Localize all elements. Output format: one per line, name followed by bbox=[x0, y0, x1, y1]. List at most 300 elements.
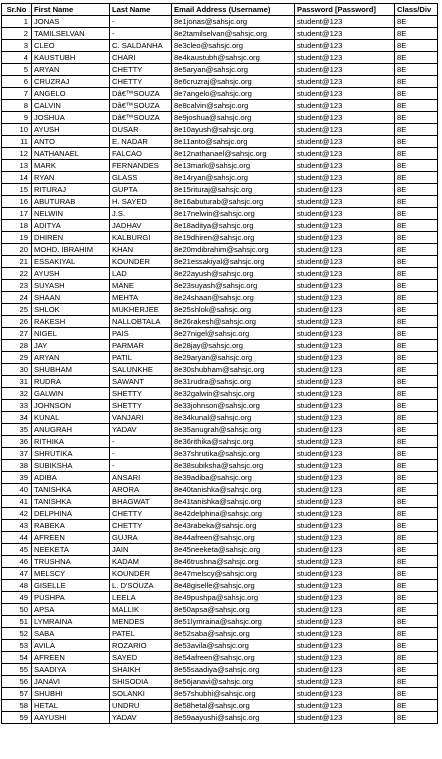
password-cell: student@123 bbox=[295, 688, 395, 700]
first-name-cell: CLEO bbox=[32, 40, 110, 52]
sr-no-cell: 22 bbox=[2, 268, 32, 280]
last-name-cell: ANSARI bbox=[110, 472, 172, 484]
first-name-cell: MELSCY bbox=[32, 568, 110, 580]
table-row bbox=[2, 508, 438, 520]
email-cell: 8e10ayush@sahsjc.org bbox=[172, 124, 295, 136]
password-cell: student@123 bbox=[295, 136, 395, 148]
class-div-cell: 8E bbox=[395, 64, 438, 76]
sr-no-cell: 57 bbox=[2, 688, 32, 700]
sr-no-cell: 8 bbox=[2, 100, 32, 112]
last-name-cell: ARORA bbox=[110, 484, 172, 496]
email-cell: 8e26rakesh@sahsjc.org bbox=[172, 316, 295, 328]
sr-no-cell: 1 bbox=[2, 16, 32, 28]
password-cell: student@123 bbox=[295, 76, 395, 88]
class-div-cell: 8E bbox=[395, 700, 438, 712]
sr-no-cell: 55 bbox=[2, 664, 32, 676]
last-name-cell: - bbox=[110, 448, 172, 460]
email-cell: 8e42delphina@sahsjc.org bbox=[172, 508, 295, 520]
email-cell: 8e23suyash@sahsjc.org bbox=[172, 280, 295, 292]
first-name-cell: NATHANAEL bbox=[32, 148, 110, 160]
table-row bbox=[2, 640, 438, 652]
sr-no-cell: 43 bbox=[2, 520, 32, 532]
first-name-cell: JOHNSON bbox=[32, 400, 110, 412]
email-cell: 8e22ayush@sahsjc.org bbox=[172, 268, 295, 280]
table-row bbox=[2, 220, 438, 232]
last-name-cell: SOLANKI bbox=[110, 688, 172, 700]
header-row bbox=[2, 4, 438, 16]
email-cell: 8e16abuturab@sahsjc.org bbox=[172, 196, 295, 208]
last-name-cell: C. SALDANHA bbox=[110, 40, 172, 52]
password-cell: student@123 bbox=[295, 472, 395, 484]
password-cell: student@123 bbox=[295, 484, 395, 496]
last-name-cell: MANE bbox=[110, 280, 172, 292]
email-cell: 8e13mark@sahsjc.org bbox=[172, 160, 295, 172]
table-row bbox=[2, 364, 438, 376]
password-cell: student@123 bbox=[295, 112, 395, 124]
class-div-cell: 8E bbox=[395, 688, 438, 700]
sr-no-cell: 33 bbox=[2, 400, 32, 412]
email-cell: 8e50apsa@sahsjc.org bbox=[172, 604, 295, 616]
password-cell: student@123 bbox=[295, 52, 395, 64]
table-row bbox=[2, 88, 438, 100]
class-div-cell: 8E bbox=[395, 220, 438, 232]
sr-no-cell: 44 bbox=[2, 532, 32, 544]
password-cell: student@123 bbox=[295, 616, 395, 628]
table-row bbox=[2, 28, 438, 40]
email-cell: 8e7angelo@sahsjc.org bbox=[172, 88, 295, 100]
password-cell: student@123 bbox=[295, 544, 395, 556]
password-cell: student@123 bbox=[295, 376, 395, 388]
first-name-cell: ANUGRAH bbox=[32, 424, 110, 436]
last-name-cell: FALCAO bbox=[110, 148, 172, 160]
class-div-cell: 8E bbox=[395, 184, 438, 196]
sr-no-cell: 47 bbox=[2, 568, 32, 580]
last-name-cell: MALLIK bbox=[110, 604, 172, 616]
sr-no-cell: 53 bbox=[2, 640, 32, 652]
password-cell: student@123 bbox=[295, 592, 395, 604]
email-cell: 8e46trushna@sahsjc.org bbox=[172, 556, 295, 568]
table-row bbox=[2, 532, 438, 544]
sr-no-cell: 2 bbox=[2, 28, 32, 40]
first-name-cell: CRUZRAJ bbox=[32, 76, 110, 88]
class-div-cell: 8E bbox=[395, 208, 438, 220]
password-cell: student@123 bbox=[295, 220, 395, 232]
sr-no-cell: 21 bbox=[2, 256, 32, 268]
last-name-cell: KADAM bbox=[110, 556, 172, 568]
email-cell: 8e15rituraj@sahsjc.org bbox=[172, 184, 295, 196]
sr-no-cell: 58 bbox=[2, 700, 32, 712]
password-cell: student@123 bbox=[295, 568, 395, 580]
last-name-cell: E. NADAR bbox=[110, 136, 172, 148]
last-name-cell: SAWANT bbox=[110, 376, 172, 388]
table-row bbox=[2, 76, 438, 88]
table-row bbox=[2, 232, 438, 244]
class-div-cell: 8E bbox=[395, 280, 438, 292]
sr-no-cell: 38 bbox=[2, 460, 32, 472]
last-name-cell: JADHAV bbox=[110, 220, 172, 232]
password-cell: student@123 bbox=[295, 268, 395, 280]
sr-no-cell: 28 bbox=[2, 340, 32, 352]
first-name-cell: JAY bbox=[32, 340, 110, 352]
email-cell: 8e9joshua@sahsjc.org bbox=[172, 112, 295, 124]
first-name-cell: ANGELO bbox=[32, 88, 110, 100]
password-cell: student@123 bbox=[295, 436, 395, 448]
table-row bbox=[2, 40, 438, 52]
last-name-cell: SHAIKH bbox=[110, 664, 172, 676]
email-cell: 8e12nathanael@sahsjc.org bbox=[172, 148, 295, 160]
last-name-cell: GUJRA bbox=[110, 532, 172, 544]
table-row bbox=[2, 688, 438, 700]
class-div-cell: 8E bbox=[395, 160, 438, 172]
sr-no-cell: 32 bbox=[2, 388, 32, 400]
class-div-cell: 8E bbox=[395, 364, 438, 376]
email-cell: 8e34kunal@sahsjc.org bbox=[172, 412, 295, 424]
last-name-cell: BHAGWAT bbox=[110, 496, 172, 508]
class-div-cell: 8E bbox=[395, 136, 438, 148]
first-name-cell: ARYAN bbox=[32, 352, 110, 364]
first-name-cell: SUYASH bbox=[32, 280, 110, 292]
sr-no-cell: 34 bbox=[2, 412, 32, 424]
email-cell: 8e6cruzraj@sahsjc.org bbox=[172, 76, 295, 88]
class-div-cell: 8E bbox=[395, 352, 438, 364]
table-row bbox=[2, 148, 438, 160]
class-div-cell: 8E bbox=[395, 664, 438, 676]
first-name-cell: MARK bbox=[32, 160, 110, 172]
first-name-cell: DELPHINA bbox=[32, 508, 110, 520]
first-name-cell: ESSAKIYAL bbox=[32, 256, 110, 268]
sr-no-cell: 56 bbox=[2, 676, 32, 688]
table-row bbox=[2, 628, 438, 640]
table-row bbox=[2, 388, 438, 400]
sr-no-cell: 39 bbox=[2, 472, 32, 484]
password-cell: student@123 bbox=[295, 556, 395, 568]
table-row bbox=[2, 604, 438, 616]
password-cell: student@123 bbox=[295, 580, 395, 592]
table-row bbox=[2, 316, 438, 328]
email-cell: 8e19dhiren@sahsjc.org bbox=[172, 232, 295, 244]
class-div-cell: 8E bbox=[395, 316, 438, 328]
class-div-cell: 8E bbox=[395, 484, 438, 496]
first-name-cell: ARYAN bbox=[32, 64, 110, 76]
table-row bbox=[2, 400, 438, 412]
sr-no-cell: 36 bbox=[2, 436, 32, 448]
class-div-cell: 8E bbox=[395, 520, 438, 532]
table-row bbox=[2, 424, 438, 436]
class-div-cell: 8E bbox=[395, 40, 438, 52]
password-cell: student@123 bbox=[295, 340, 395, 352]
first-name-cell: SABA bbox=[32, 628, 110, 640]
first-name-cell: GISELLE bbox=[32, 580, 110, 592]
email-cell: 8e29aryan@sahsjc.org bbox=[172, 352, 295, 364]
first-name-cell: RUDRA bbox=[32, 376, 110, 388]
email-cell: 8e47melscy@sahsjc.org bbox=[172, 568, 295, 580]
first-name-cell: SHAAN bbox=[32, 292, 110, 304]
email-cell: 8e54afreen@sahsjc.org bbox=[172, 652, 295, 664]
sr-no-cell: 7 bbox=[2, 88, 32, 100]
first-name-cell: RAKESH bbox=[32, 316, 110, 328]
first-name-cell: AAYUSHI bbox=[32, 712, 110, 724]
class-div-cell: 8E bbox=[395, 544, 438, 556]
table-row bbox=[2, 700, 438, 712]
first-name-cell: LYMRAINA bbox=[32, 616, 110, 628]
last-name-cell: UNDRU bbox=[110, 700, 172, 712]
sr-no-cell: 50 bbox=[2, 604, 32, 616]
password-cell: student@123 bbox=[295, 208, 395, 220]
email-cell: 8e39adiba@sahsjc.org bbox=[172, 472, 295, 484]
class-div-cell: 8E bbox=[395, 328, 438, 340]
table-row bbox=[2, 352, 438, 364]
sr-no-cell: 12 bbox=[2, 148, 32, 160]
sr-no-cell: 17 bbox=[2, 208, 32, 220]
password-cell: student@123 bbox=[295, 496, 395, 508]
first-name-cell: AYUSH bbox=[32, 124, 110, 136]
table-row bbox=[2, 208, 438, 220]
table-row bbox=[2, 520, 438, 532]
sr-no-cell: 19 bbox=[2, 232, 32, 244]
first-name-cell: APSA bbox=[32, 604, 110, 616]
password-cell: student@123 bbox=[295, 352, 395, 364]
first-name-cell: PUSHPA bbox=[32, 592, 110, 604]
last-name-cell: GLASS bbox=[110, 172, 172, 184]
password-cell: student@123 bbox=[295, 520, 395, 532]
class-div-cell: 8E bbox=[395, 28, 438, 40]
last-name-cell: PARMAR bbox=[110, 340, 172, 352]
class-div-cell: 8E bbox=[395, 568, 438, 580]
password-cell: student@123 bbox=[295, 640, 395, 652]
last-name-cell: Dâ€™SOUZA bbox=[110, 88, 172, 100]
email-cell: 8e51lymraina@sahsjc.org bbox=[172, 616, 295, 628]
class-div-cell: 8E bbox=[395, 400, 438, 412]
sr-no-cell: 46 bbox=[2, 556, 32, 568]
last-name-cell: CHETTY bbox=[110, 508, 172, 520]
sr-no-cell: 24 bbox=[2, 292, 32, 304]
table-row bbox=[2, 448, 438, 460]
sr-no-cell: 37 bbox=[2, 448, 32, 460]
email-cell: 8e52saba@sahsjc.org bbox=[172, 628, 295, 640]
sr-no-cell: 18 bbox=[2, 220, 32, 232]
email-cell: 8e8calvin@sahsjc.org bbox=[172, 100, 295, 112]
table-row bbox=[2, 472, 438, 484]
first-name-cell: SUBIKSHA bbox=[32, 460, 110, 472]
table-row bbox=[2, 496, 438, 508]
last-name-cell: JAIN bbox=[110, 544, 172, 556]
first-name-cell: AVILA bbox=[32, 640, 110, 652]
password-cell: student@123 bbox=[295, 400, 395, 412]
email-cell: 8e36rithika@sahsjc.org bbox=[172, 436, 295, 448]
first-name-cell: SHRUTIKA bbox=[32, 448, 110, 460]
class-div-cell: 8E bbox=[395, 52, 438, 64]
table-row bbox=[2, 580, 438, 592]
password-cell: student@123 bbox=[295, 184, 395, 196]
sr-no-cell: 54 bbox=[2, 652, 32, 664]
table-row bbox=[2, 304, 438, 316]
password-cell: student@123 bbox=[295, 652, 395, 664]
table-row bbox=[2, 136, 438, 148]
last-name-cell: NALLOBTALA bbox=[110, 316, 172, 328]
password-cell: student@123 bbox=[295, 28, 395, 40]
password-cell: student@123 bbox=[295, 292, 395, 304]
password-cell: student@123 bbox=[295, 412, 395, 424]
password-cell: student@123 bbox=[295, 100, 395, 112]
first-name-cell: TANISHKA bbox=[32, 484, 110, 496]
class-div-cell: 8E bbox=[395, 628, 438, 640]
last-name-cell: SHETTY bbox=[110, 388, 172, 400]
table-row bbox=[2, 124, 438, 136]
email-cell: 8e25shlok@sahsjc.org bbox=[172, 304, 295, 316]
last-name-cell: PATIL bbox=[110, 352, 172, 364]
sr-no-cell: 5 bbox=[2, 64, 32, 76]
header-password: Password [Password] bbox=[295, 4, 395, 16]
class-div-cell: 8E bbox=[395, 460, 438, 472]
first-name-cell: ABUTURAB bbox=[32, 196, 110, 208]
class-div-cell: 8E bbox=[395, 640, 438, 652]
class-div-cell: 8E bbox=[395, 88, 438, 100]
first-name-cell: AFREEN bbox=[32, 652, 110, 664]
first-name-cell: ADITYA bbox=[32, 220, 110, 232]
table-row bbox=[2, 256, 438, 268]
password-cell: student@123 bbox=[295, 304, 395, 316]
table-row bbox=[2, 16, 438, 28]
table-row bbox=[2, 244, 438, 256]
class-div-cell: 8E bbox=[395, 388, 438, 400]
email-cell: 8e58hetal@sahsjc.org bbox=[172, 700, 295, 712]
password-cell: student@123 bbox=[295, 148, 395, 160]
class-div-cell: 8E bbox=[395, 556, 438, 568]
class-div-cell: 8E bbox=[395, 580, 438, 592]
last-name-cell: MUKHERJEE bbox=[110, 304, 172, 316]
class-div-cell: 8E bbox=[395, 100, 438, 112]
first-name-cell: JONAS bbox=[32, 16, 110, 28]
table-row bbox=[2, 592, 438, 604]
table-row bbox=[2, 52, 438, 64]
last-name-cell: KHAN bbox=[110, 244, 172, 256]
email-cell: 8e55saadiya@sahsjc.org bbox=[172, 664, 295, 676]
first-name-cell: SHLOK bbox=[32, 304, 110, 316]
last-name-cell: MEHTA bbox=[110, 292, 172, 304]
password-cell: student@123 bbox=[295, 628, 395, 640]
password-cell: student@123 bbox=[295, 40, 395, 52]
email-cell: 8e33johnson@sahsjc.org bbox=[172, 400, 295, 412]
last-name-cell: ROZARIO bbox=[110, 640, 172, 652]
first-name-cell: RITURAJ bbox=[32, 184, 110, 196]
sr-no-cell: 4 bbox=[2, 52, 32, 64]
first-name-cell: TANISHKA bbox=[32, 496, 110, 508]
class-div-cell: 8E bbox=[395, 448, 438, 460]
table-row bbox=[2, 328, 438, 340]
last-name-cell: - bbox=[110, 460, 172, 472]
last-name-cell: LAD bbox=[110, 268, 172, 280]
class-div-cell: 8E bbox=[395, 424, 438, 436]
password-cell: student@123 bbox=[295, 316, 395, 328]
password-cell: student@123 bbox=[295, 448, 395, 460]
class-div-cell: 8E bbox=[395, 196, 438, 208]
last-name-cell: SAYED bbox=[110, 652, 172, 664]
first-name-cell: SAADIYA bbox=[32, 664, 110, 676]
email-cell: 8e53avila@sahsjc.org bbox=[172, 640, 295, 652]
first-name-cell: RYAN bbox=[32, 172, 110, 184]
email-cell: 8e1jonas@sahsjc.org bbox=[172, 16, 295, 28]
email-cell: 8e49pushpa@sahsjc.org bbox=[172, 592, 295, 604]
email-cell: 8e32galwin@sahsjc.org bbox=[172, 388, 295, 400]
sr-no-cell: 6 bbox=[2, 76, 32, 88]
sr-no-cell: 20 bbox=[2, 244, 32, 256]
class-div-cell: 8E bbox=[395, 172, 438, 184]
email-cell: 8e18aditya@sahsjc.org bbox=[172, 220, 295, 232]
sr-no-cell: 3 bbox=[2, 40, 32, 52]
email-cell: 8e45neeketa@sahsjc.org bbox=[172, 544, 295, 556]
first-name-cell: TAMILSELVAN bbox=[32, 28, 110, 40]
class-div-cell: 8E bbox=[395, 412, 438, 424]
sr-no-cell: 42 bbox=[2, 508, 32, 520]
class-div-cell: 8E bbox=[395, 244, 438, 256]
email-cell: 8e21essakiyal@sahsjc.org bbox=[172, 256, 295, 268]
table-row bbox=[2, 556, 438, 568]
sr-no-cell: 59 bbox=[2, 712, 32, 724]
table-row bbox=[2, 100, 438, 112]
email-cell: 8e44afreen@sahsjc.org bbox=[172, 532, 295, 544]
class-div-cell: 8E bbox=[395, 508, 438, 520]
last-name-cell: KALBURGI bbox=[110, 232, 172, 244]
table-row bbox=[2, 112, 438, 124]
password-cell: student@123 bbox=[295, 172, 395, 184]
class-div-cell: 8E bbox=[395, 376, 438, 388]
sr-no-cell: 51 bbox=[2, 616, 32, 628]
email-cell: 8e3cleo@sahsjc.org bbox=[172, 40, 295, 52]
class-div-cell: 8E bbox=[395, 472, 438, 484]
sr-no-cell: 49 bbox=[2, 592, 32, 604]
class-div-cell: 8E bbox=[395, 676, 438, 688]
first-name-cell: SHUBHAM bbox=[32, 364, 110, 376]
last-name-cell: PAIS bbox=[110, 328, 172, 340]
header-class-div: Class/Div bbox=[395, 4, 438, 16]
password-cell: student@123 bbox=[295, 508, 395, 520]
table-row bbox=[2, 280, 438, 292]
last-name-cell: YADAV bbox=[110, 424, 172, 436]
sr-no-cell: 35 bbox=[2, 424, 32, 436]
last-name-cell: KOUNDER bbox=[110, 256, 172, 268]
password-cell: student@123 bbox=[295, 160, 395, 172]
first-name-cell: RABEKA bbox=[32, 520, 110, 532]
table-row bbox=[2, 664, 438, 676]
password-cell: student@123 bbox=[295, 676, 395, 688]
first-name-cell: NELWIN bbox=[32, 208, 110, 220]
email-cell: 8e28jay@sahsjc.org bbox=[172, 340, 295, 352]
email-cell: 8e43rabeka@sahsjc.org bbox=[172, 520, 295, 532]
last-name-cell: LEELA bbox=[110, 592, 172, 604]
table-row bbox=[2, 544, 438, 556]
sr-no-cell: 41 bbox=[2, 496, 32, 508]
first-name-cell: MOHD. IBRAHIM bbox=[32, 244, 110, 256]
table-row bbox=[2, 64, 438, 76]
class-div-cell: 8E bbox=[395, 496, 438, 508]
password-cell: student@123 bbox=[295, 712, 395, 724]
table-row bbox=[2, 268, 438, 280]
sr-no-cell: 26 bbox=[2, 316, 32, 328]
table-row bbox=[2, 616, 438, 628]
first-name-cell: KAUSTUBH bbox=[32, 52, 110, 64]
first-name-cell: ADIBA bbox=[32, 472, 110, 484]
email-cell: 8e2tamilselvan@sahsjc.org bbox=[172, 28, 295, 40]
last-name-cell: SALUNKHE bbox=[110, 364, 172, 376]
sr-no-cell: 45 bbox=[2, 544, 32, 556]
email-cell: 8e30shubham@sahsjc.org bbox=[172, 364, 295, 376]
password-cell: student@123 bbox=[295, 700, 395, 712]
email-cell: 8e35anugrah@sahsjc.org bbox=[172, 424, 295, 436]
sr-no-cell: 16 bbox=[2, 196, 32, 208]
class-div-cell: 8E bbox=[395, 532, 438, 544]
class-div-cell: 8E bbox=[395, 292, 438, 304]
class-div-cell: 8E bbox=[395, 112, 438, 124]
